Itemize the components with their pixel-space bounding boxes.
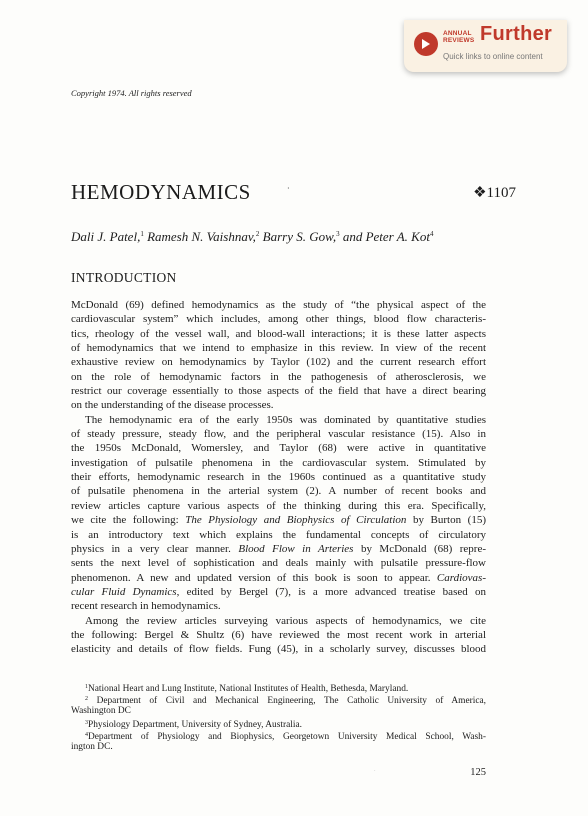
title-dot: · [287,184,290,193]
body-line: the following: Bergel & Shultz (6) have reviewed the most recent work in arterial [71,628,486,641]
body-line: The hemodynamic era of the early 1950s was dominated by quantitative studies [85,413,486,426]
body-line: restrict our coverage essentially to those aspects of the field that have a direct bearing [71,385,486,398]
author-name: Ramesh N. Vaishnav, [147,229,256,244]
footnote: $^4$Department of Physiology and Biophysics, Georgetown University Medical School, Wash- [85,732,486,743]
book-title: The Physiology and Biophysics of Circulation [185,514,407,527]
body-line: of steady pressure, steady flow, and the peripheral vascular resistance (15). Also in [71,428,486,441]
body-line: of hemodynamics that we intend to emphasize in this review. In view of the recent [71,342,486,355]
footnote-continuation: ington DC. [71,742,113,753]
footnotes [71,681,486,754]
author-name: and Peter A. Kot [342,229,430,244]
author-footnote-mark: 1 [140,230,144,238]
annual-reviews-logo-icon [414,32,438,56]
further-title[interactable]: Further [480,23,553,45]
body-line: sents the next level of sophistication and deals mainly with pulsatile pressure-flow [71,557,486,570]
body-line-italic: physics in a very clear manner. Blood Flow in Arteries by McDonald (68) repre- [71,542,486,555]
body-line: elasticity and details of flow fields. Fung (45), in a scholarly survey, discusses blood [71,643,486,656]
author-footnote-mark: 3 [336,230,340,238]
author-footnote-mark: 2 [255,230,260,238]
body-line-italic: cular Fluid Dynamics, edited by Bergel (7), is a more advanced treatise based on [71,585,486,598]
body-line: is an introductory text which explains the fundamental concepts of circulatory [71,528,486,541]
body-line: Among the review articles surveying various aspects of hemodynamics, we cite [85,614,486,627]
body-line-italic: we cite the following: The Physiology and Biophysics of Circulation by Burton (15) [71,514,486,527]
body-line-italic: phenomenon. A new and updated version of this book is soon to appear. Cardiovas- [71,571,486,584]
body-line: of pulsatile phenomena in the arterial system (2). A number of recent books and [71,485,486,498]
copyright-notice: Copyright 1974. All rights reserved [71,88,192,98]
page-number: 125 [470,767,486,778]
footnote-continuation: Washington DC [71,706,131,717]
body-line: on the role of hemodynamic factors in the pathogenesis of atherosclerosis, we [71,370,486,383]
body-line: investigation of pulsatile phenomena in the cardiovascular system. Stimulated by [71,456,486,469]
scan-mark: · [374,769,376,774]
author-name: Dali J. Patel, [71,229,141,244]
body-text [71,298,486,657]
book-title: Blood Flow in Arteries [238,542,354,555]
book-title: cular Fluid Dynamics [71,585,177,598]
author-footnote-mark: 4 [429,230,434,238]
article-number: ❖1107 [473,185,516,201]
author-name: Barry S. Gow, [262,229,337,244]
section-heading: INTRODUCTION [71,270,177,285]
body-line: their efforts, hemodynamic research in the 1960s continued as a quantitative study [71,471,486,484]
body-line: exhaustive review on hemodynamics by Taylor (102) and the current research effort [71,356,486,369]
publisher-name: ANNUAL REVIEWS [443,30,475,44]
footnote: $^1$National Heart and Lung Institute, National Institutes of Health, Bethesda, Maryland. [85,684,409,694]
body-line: cardiovascular system” which includes, among other things, blood flow characteris- [71,313,486,326]
footnote: $^3$Physiology Department, University of Sydney, Australia. [85,720,302,731]
author-list [71,229,433,245]
body-line: recent research in hemodynamics. [71,600,221,613]
footnote: $^2$ Department of Civil and Mechanical Engineering, The Catholic University of America, [85,696,486,707]
article-title: HEMODYNAMICS [71,180,251,204]
body-line: the 1950s McDonald, Womersley, and Taylor (68) were active in quantitative [71,442,486,455]
body-line: on the understanding of the disease processes. [71,399,274,412]
further-subtitle[interactable]: Quick links to online content [443,52,543,61]
book-title: Cardiovas- [436,571,486,584]
further-links-box[interactable] [404,20,567,72]
body-line: tics, rheology of the vessel wall, and blood-wall interactions; it is these latter aspects [71,327,486,340]
body-line: McDonald (69) defined hemodynamics as the study of “the physical aspect of the [71,299,486,311]
body-line: review articles capture various aspects of the thinking during this era. Specifically, [71,499,486,512]
